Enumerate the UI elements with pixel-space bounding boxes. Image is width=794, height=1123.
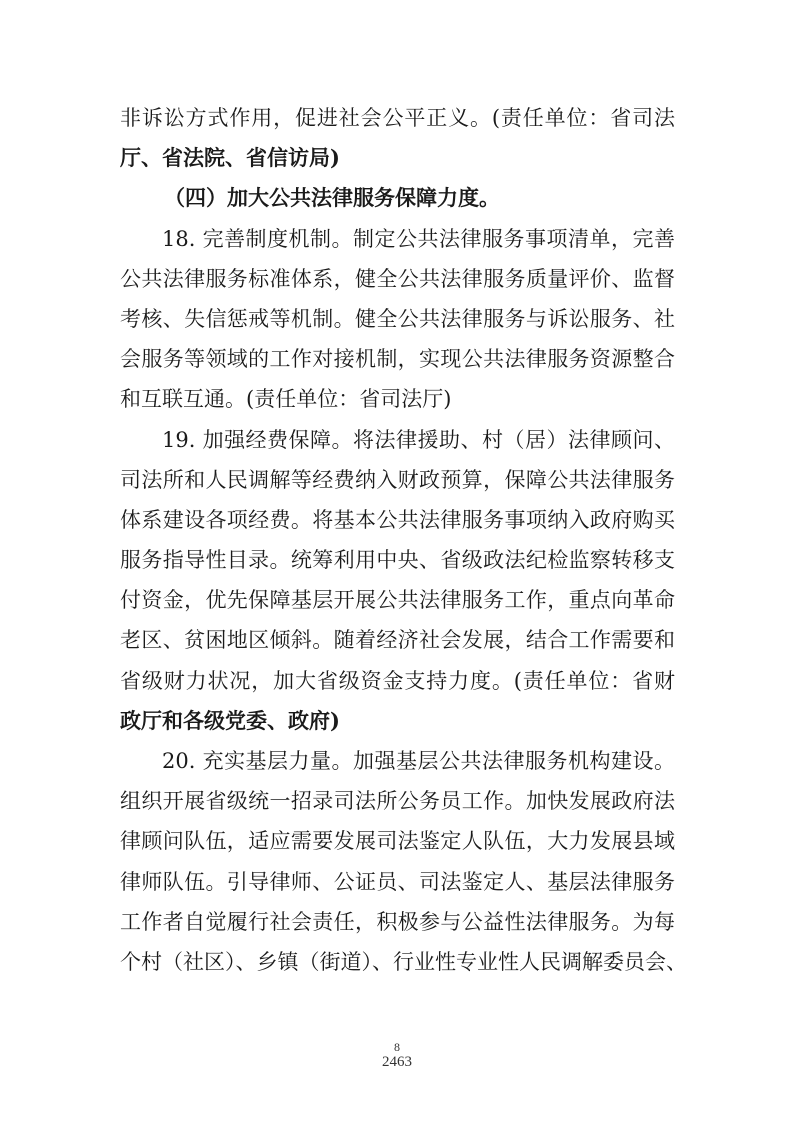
text-line: 公共法律服务标准体系，健全公共法律服务质量评价、监督 — [120, 266, 675, 291]
text-line: 和互联互通。(责任单位：省司法厅) — [120, 387, 452, 412]
text-line: 政厅和各级党委、政府) — [120, 707, 340, 733]
text-line: 组织开展省级统一招录司法所公务员工作。加快发展政府法 — [120, 789, 675, 814]
text-line: 非诉讼方式作用，促进社会公平正义。(责任单位：省司法 — [120, 106, 675, 130]
text-line: 19. 加强经费保障。将法律援助、村（居）法律顾问、 — [162, 427, 675, 452]
text-line: 体系建设各项经费。将基本公共法律服务事项纳入政府购买 — [120, 507, 675, 532]
text-line: 20. 充实基层力量。加强基层公共法律服务机构建设。 — [162, 749, 675, 773]
text-line: 老区、贫困地区倾斜。随着经济社会发展，结合工作需要和 — [120, 628, 675, 653]
text-line: 考核、失信惩戒等机制。健全公共法律服务与诉讼服务、社 — [120, 306, 675, 331]
text-line: 18. 完善制度机制。制定公共法律服务事项清单，完善 — [162, 226, 675, 251]
text-line: 厅、省法院、省信访局) — [120, 145, 340, 171]
document-body — [120, 98, 687, 982]
section-heading: （四）加大公共法律服务保障力度。 — [164, 185, 500, 211]
text-line: 会服务等领域的工作对接机制，实现公共法律服务资源整合 — [120, 347, 675, 372]
text-line: 司法所和人民调解等经费纳入财政预算，保障公共法律服务 — [120, 467, 675, 492]
page-number: 8 — [394, 1040, 400, 1054]
stamp-number: 2463 — [382, 1054, 412, 1070]
text-line: 工作者自觉履行社会责任，积极参与公益性法律服务。为每 — [120, 909, 675, 934]
text-line: 省级财力状况，加大省级资金支持力度。(责任单位：省财 — [120, 668, 675, 693]
text-line: 律顾问队伍，适应需要发展司法鉴定人队伍，大力发展县域 — [120, 829, 675, 854]
text-line: 服务指导性目录。统筹利用中央、省级政法纪检监察转移支 — [120, 548, 675, 573]
text-line: 个村（社区）、乡镇（街道）、行业性专业性人民调解委员会、 — [120, 949, 687, 974]
text-line: 付资金，优先保障基层开展公共法律服务工作，重点向革命 — [120, 588, 675, 613]
text-line: 律师队伍。引导律师、公证员、司法鉴定人、基层法律服务 — [120, 869, 675, 894]
